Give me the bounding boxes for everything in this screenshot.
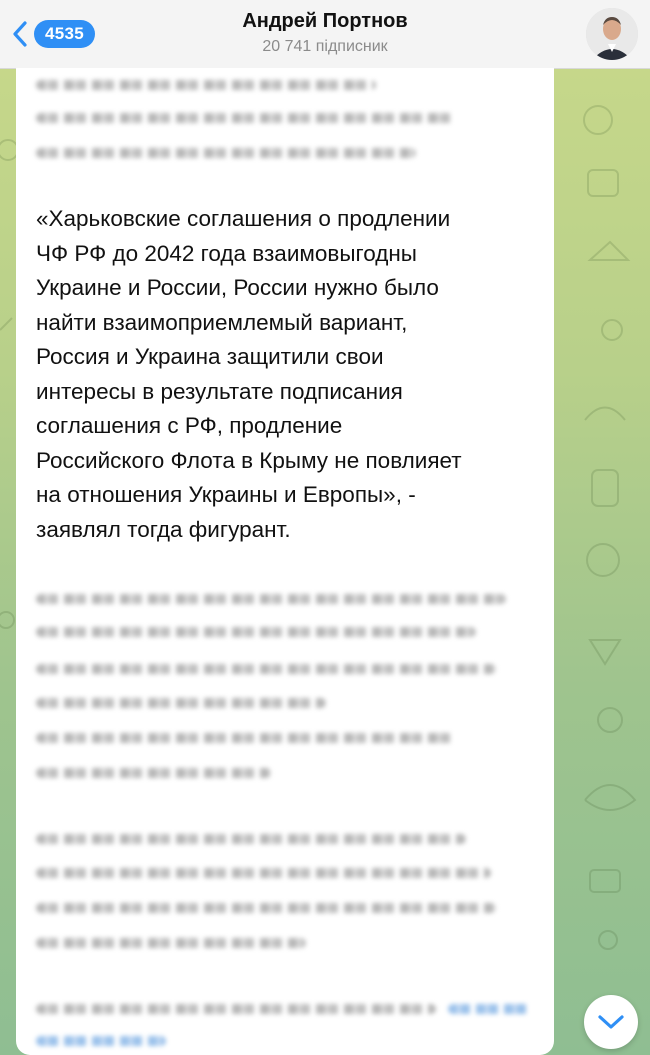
blurred-text-line [36,1004,436,1014]
avatar-photo [586,8,638,60]
blurred-text-line [36,903,496,913]
chevron-down-icon [597,1013,625,1031]
blurred-link[interactable] [36,1036,166,1046]
chat-header [0,0,650,69]
blurred-text-line [36,664,496,674]
blurred-text-line [36,594,506,604]
blurred-text-line [36,868,491,878]
message-quote-text: «Харьковские соглашения о продлении ЧФ РФ до 2042 года взаимовыгодны Украине и России, России нужно было найти взаимоприемлемый вариант, Россия и Украина защитили свои интересы в результате подписания соглашения с РФ, продление Российского Флота в Крыму не повлияет на отношения Украины и Европы», - заявлял тогда фигурант. [36,206,462,542]
blurred-text-line [36,834,466,844]
unread-count-badge: 4535 [34,20,95,48]
blurred-text-line [36,938,306,948]
channel-avatar[interactable] [586,8,638,60]
blurred-text-line [36,627,476,637]
blurred-text-line [36,768,271,778]
blurred-text-line [36,113,456,123]
blurred-text-line [36,733,456,743]
blurred-text-line [36,80,376,90]
channel-name[interactable]: Андрей Портнов [242,10,408,32]
blurred-text-line [36,148,416,158]
blurred-link[interactable] [448,1004,530,1014]
scroll-down-button[interactable] [584,995,638,1049]
blurred-text-line [36,698,326,708]
subscriber-count: 20 741 підписник [262,38,388,55]
